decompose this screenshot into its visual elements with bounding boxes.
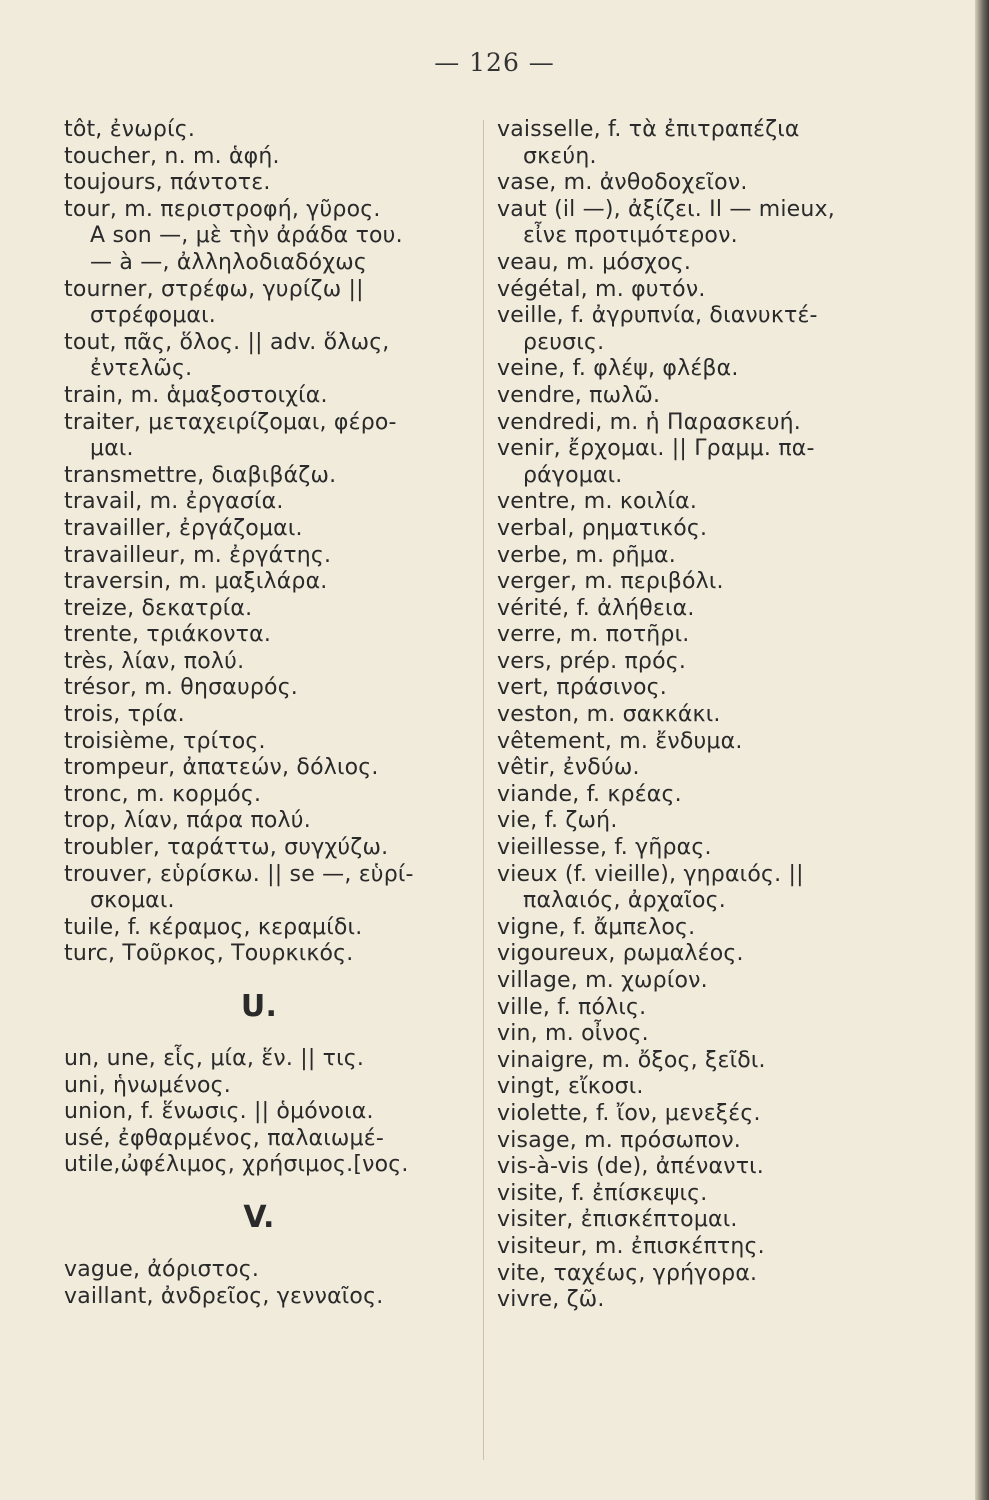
dictionary-entry: toujours, πάντοτε. <box>64 170 271 196</box>
dictionary-entry: village, m. χωρίον. <box>497 968 708 993</box>
section-heading: V. <box>243 1199 275 1235</box>
dictionary-entry: traiter, μεταχειρίζομαι, φέρο- <box>64 409 397 435</box>
dictionary-entry: travail, m. ἐργασία. <box>64 489 284 515</box>
dictionary-entry: viande, f. κρέας. <box>497 781 682 807</box>
dictionary-entry: tuile, f. κέραμος, κεραμίδι. <box>64 914 363 940</box>
dictionary-entry: verger, m. περιβόλι. <box>497 569 724 595</box>
left-column <box>64 117 474 1310</box>
entry-continuation: A son —, μὲ τὴν ἀράδα του. <box>90 223 403 249</box>
dictionary-entry: vêtement, m. ἔνδυμα. <box>497 728 743 754</box>
dictionary-entry: vaillant, ἀνδρεῖος, γενναῖος. <box>64 1283 384 1309</box>
dictionary-entry: veine, f. φλέψ, φλέβα. <box>497 356 739 382</box>
dictionary-entry: très, λίαν, πολύ. <box>64 648 245 674</box>
dictionary-entry: verbal, ρηματικός. <box>497 515 708 541</box>
dictionary-entry: visage, m. πρόσωπον. <box>497 1127 742 1153</box>
dictionary-entry: trouver, εὑρίσκω. || se —, εὑρί- <box>64 861 414 887</box>
dictionary-entry: transmettre, διαβιβάζω. <box>64 462 337 488</box>
entry-continuation: σκεύη. <box>523 143 597 169</box>
dictionary-entry: tourner, στρέφω, γυρίζω || <box>64 276 364 302</box>
dictionary-entry: usé, ἐφθαρμένος, παλαιωμέ- <box>64 1125 384 1151</box>
entry-continuation: ἐντελῶς. <box>90 356 193 382</box>
dictionary-entry: vêtir, ἐνδύω. <box>497 755 640 781</box>
section-heading: U. <box>240 989 278 1024</box>
dictionary-entry: vérité, f. ἀλήθεια. <box>497 595 695 621</box>
dictionary-entry: vigoureux, ρωμαλέος. <box>497 941 744 967</box>
dictionary-entry: vendre, πωλῶ. <box>497 382 661 408</box>
dictionary-entry: utile,ὠφέλιμος, χρήσιμος.[νος. <box>64 1152 409 1178</box>
dictionary-entry: violette, f. ἴον, μενεξές. <box>497 1100 761 1126</box>
dictionary-entry: troubler, ταράττω, συγχύζω. <box>64 835 389 861</box>
dictionary-entry: trompeur, ἀπατεών, δόλιος. <box>64 755 379 781</box>
dictionary-entry: vase, m. ἀνθοδοχεῖον. <box>497 170 748 196</box>
entry-continuation: — à —, ἀλληλοδιαδόχως <box>90 249 367 275</box>
dictionary-entry: visiter, ἐπισκέπτομαι. <box>497 1207 738 1233</box>
dictionary-entry: végétal, m. φυτόν. <box>497 276 706 302</box>
dictionary-entry: vingt, εἴκοσι. <box>497 1074 644 1100</box>
dictionary-entry: visiteur, m. ἐπισκέπτης. <box>497 1233 765 1259</box>
dictionary-entry: vis-à-vis (de), ἀπέναντι. <box>497 1154 765 1180</box>
page-binding-edge <box>975 0 989 1500</box>
dictionary-entry: uni, ἡνωμένος. <box>64 1072 231 1098</box>
dictionary-entry: verbe, m. ρῆμα. <box>497 542 676 568</box>
dictionary-entry: tout, πᾶς, ὅλος. || adv. ὅλως, <box>64 329 390 355</box>
dictionary-entry: vigne, f. ἄμπελος. <box>497 914 696 940</box>
dictionary-entry: travailler, ἐργάζομαι. <box>64 515 303 541</box>
dictionary-entry: traversin, m. μαξιλάρα. <box>64 569 328 595</box>
dictionary-entry: vers, prép. πρός. <box>497 648 687 674</box>
right-column <box>497 117 897 1314</box>
dictionary-entry: un, une, εἷς, μία, ἕν. || τις. <box>64 1046 365 1071</box>
entry-continuation: μαι. <box>90 436 134 462</box>
dictionary-entry: veille, f. ἀγρυπνία, διανυκτέ- <box>497 303 818 329</box>
column-divider <box>483 120 484 1460</box>
dictionary-entry: vaut (il —), ἀξίζει. Il — mieux, <box>497 196 835 222</box>
entry-continuation: σκομαι. <box>90 888 175 914</box>
dictionary-entry: travailleur, m. ἐργάτης. <box>64 542 332 568</box>
dictionary-entry: troisième, τρίτος. <box>64 728 266 754</box>
dictionary-entry: vieux (f. vieille), γηραιός. || <box>497 861 804 887</box>
dictionary-entry: vaisselle, f. τὰ ἐπιτραπέζια <box>497 117 800 142</box>
dictionary-entry: toucher, n. m. ἁφή. <box>64 143 280 169</box>
entry-continuation: ράγομαι. <box>523 462 623 488</box>
entry-continuation: εἶνε προτιμότερον. <box>523 223 738 249</box>
dictionary-entry: vert, πράσινος. <box>497 675 667 701</box>
dictionary-entry: train, m. ἁμαξοστοιχία. <box>64 382 328 408</box>
dictionary-entry: vie, f. ζωή. <box>497 808 618 834</box>
dictionary-entry: turc, Τοῦρκος, Τουρκικός. <box>64 941 354 967</box>
dictionary-entry: ville, f. πόλις. <box>497 994 647 1020</box>
dictionary-entry: vin, m. οἶνος. <box>497 1021 649 1047</box>
dictionary-entry: ventre, m. κοιλία. <box>497 489 698 515</box>
dictionary-entry: veston, m. σακκάκι. <box>497 702 721 728</box>
dictionary-entry: tour, m. περιστροφή, γῦρος. <box>64 196 381 222</box>
entry-continuation: ρευσις. <box>523 329 605 355</box>
dictionary-entry: trois, τρία. <box>64 702 185 728</box>
dictionary-entry: vieillesse, f. γῆρας. <box>497 835 712 861</box>
dictionary-entry: vendredi, m. ἡ Παρασκευή. <box>497 409 801 435</box>
dictionary-entry: veau, m. μόσχος. <box>497 249 692 275</box>
entry-continuation: παλαιός, ἀρχαῖος. <box>523 888 726 914</box>
entry-continuation: στρέφομαι. <box>90 303 216 329</box>
dictionary-entry: trente, τριάκοντα. <box>64 622 272 648</box>
dictionary-entry: visite, f. ἐπίσκεψις. <box>497 1180 708 1206</box>
dictionary-entry: venir, ἔρχομαι. || Γραμμ. πα- <box>497 436 815 462</box>
dictionary-entry: union, f. ἕνωσις. || ὁμόνοια. <box>64 1099 374 1125</box>
page-number: — 126 — <box>434 48 555 77</box>
dictionary-entry: vivre, ζῶ. <box>497 1287 605 1313</box>
dictionary-entry: tôt, ἐνωρίς. <box>64 117 196 142</box>
dictionary-entry: trop, λίαν, πάρα πολύ. <box>64 808 311 834</box>
dictionary-entry: trésor, m. θησαυρός. <box>64 675 299 701</box>
dictionary-entry: vinaigre, m. ὄξος, ξεῖδι. <box>497 1047 766 1073</box>
dictionary-entry: treize, δεκατρία. <box>64 595 253 621</box>
dictionary-entry: vague, ἀόριστος. <box>64 1256 260 1282</box>
dictionary-entry: tronc, m. κορμός. <box>64 781 262 807</box>
dictionary-entry: verre, m. ποτῆρι. <box>497 622 690 648</box>
dictionary-entry: vite, ταχέως, γρήγορα. <box>497 1260 758 1286</box>
